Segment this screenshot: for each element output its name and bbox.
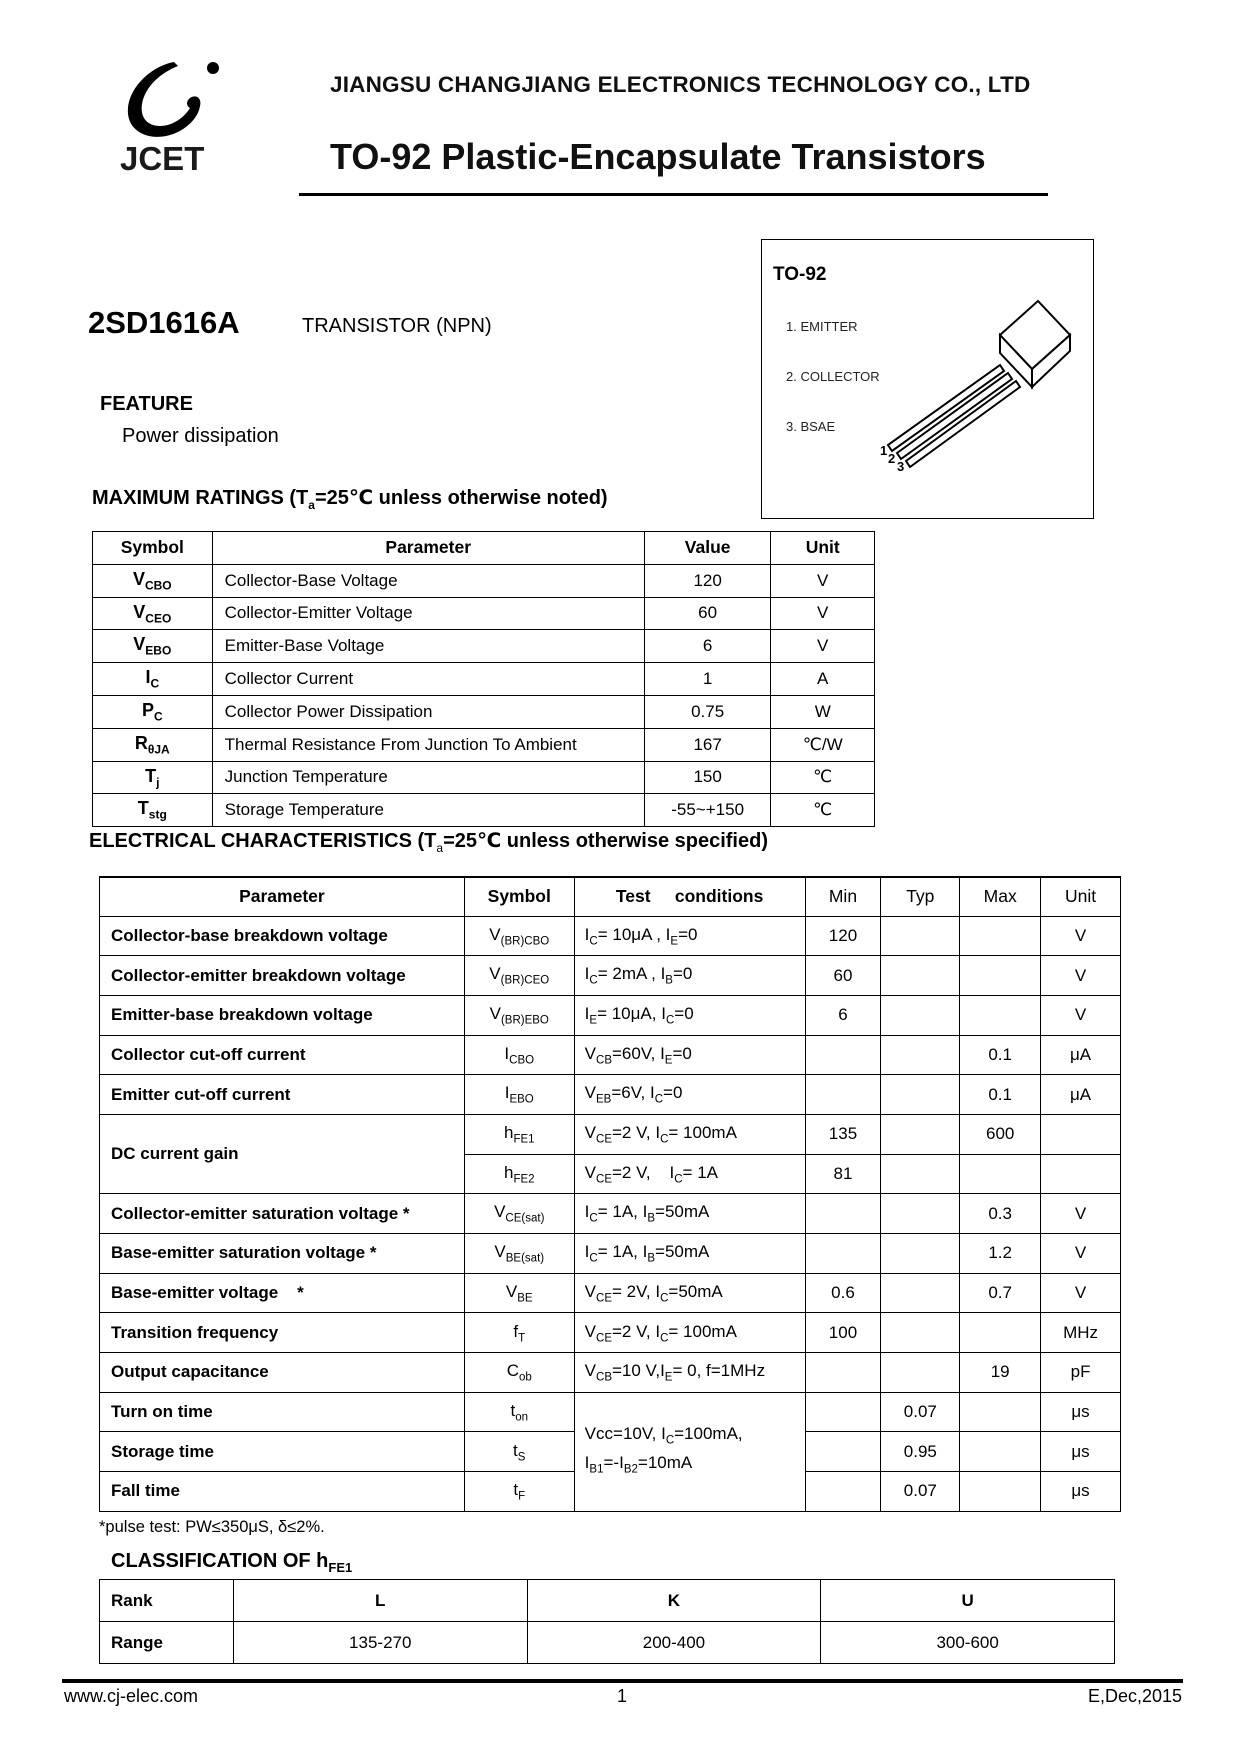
symbol-cell: $t_{on}$ <box>464 1392 574 1432</box>
table-row <box>100 1313 1121 1353</box>
test-condition-cell: $I_C= 2mA$ , $I_B=0$ <box>574 956 805 996</box>
unit-cell: ℃ <box>771 794 875 827</box>
col-parameter: Parameter <box>212 532 644 565</box>
min-cell: 135 <box>805 1114 881 1154</box>
parameter-cell: Storage Temperature <box>212 794 644 827</box>
value-cell: 167 <box>644 728 771 761</box>
max-cell: 1.2 <box>960 1234 1041 1274</box>
col-value: Value <box>644 532 771 565</box>
jcet-logo-icon <box>112 56 224 144</box>
pin-number-3: 3 <box>897 459 905 474</box>
min-cell: 100 <box>805 1313 881 1353</box>
unit-cell: V <box>1041 1234 1121 1274</box>
unit-cell: μA <box>1041 1035 1121 1075</box>
col-symbol: Symbol <box>93 532 213 565</box>
symbol-cell: $V_{CE(sat)}$ <box>464 1194 574 1234</box>
col-typ: Typ <box>881 877 960 916</box>
unit-cell: μs <box>1041 1432 1121 1472</box>
typ-cell: 0.07 <box>881 1392 960 1432</box>
table-row <box>93 564 875 597</box>
test-condition-cell: $I_C= 10\mu A$ , $I_E=0$ <box>574 916 805 956</box>
table-row <box>93 695 875 728</box>
min-cell <box>805 1432 881 1472</box>
unit-cell: V <box>1041 1273 1121 1313</box>
max-ratings-heading: MAXIMUM RATINGS ($T_a=25℃$ unless otherwise noted) <box>92 487 608 512</box>
symbol-cell: $V_{BE(sat)}$ <box>464 1234 574 1274</box>
parameter-cell: Collector Current <box>212 663 644 696</box>
symbol-cell: $I_C$ <box>93 663 213 696</box>
package-name: TO-92 <box>773 264 827 285</box>
classification-table <box>99 1579 1115 1664</box>
pin-number-2: 2 <box>888 451 896 466</box>
test-condition-cell: $V_{CE}=2$ V, $I_C= 1A$ <box>574 1154 805 1194</box>
symbol-cell: $I_{CBO}$ <box>464 1035 574 1075</box>
unit-cell: μs <box>1041 1392 1121 1432</box>
typ-cell <box>881 1234 960 1274</box>
rank-row <box>100 1580 1115 1622</box>
test-condition-cell: $V_{CE}=2$ V, $I_C= 100mA$ <box>574 1114 805 1154</box>
parameter-cell: Base-emitter voltage * <box>100 1273 465 1313</box>
symbol-cell: $V_{CEO}$ <box>93 597 213 630</box>
max-cell: 19 <box>960 1353 1041 1393</box>
test-condition-cell: $V_{CE}=2$ V, $I_C= 100mA$ <box>574 1313 805 1353</box>
max-cell <box>960 995 1041 1035</box>
footer-divider <box>62 1679 1183 1683</box>
max-cell <box>960 916 1041 956</box>
part-number: 2SD1616A <box>88 305 240 340</box>
typ-cell <box>881 956 960 996</box>
pin-3-label: 3. BSAE <box>786 419 836 434</box>
min-cell <box>805 1234 881 1274</box>
symbol-cell: $V_{BE}$ <box>464 1273 574 1313</box>
min-cell: 60 <box>805 956 881 996</box>
parameter-cell: Storage time <box>100 1432 465 1472</box>
company-name: JIANGSU CHANGJIANG ELECTRONICS TECHNOLOGY CO., LTD <box>330 72 1031 97</box>
parameter-cell: Fall time <box>100 1472 465 1512</box>
value-cell: 0.75 <box>644 695 771 728</box>
parameter-cell: Collector Power Dissipation <box>212 695 644 728</box>
symbol-cell: $t_S$ <box>464 1432 574 1472</box>
symbol-cell: $T_j$ <box>93 761 213 794</box>
table-row <box>100 1273 1121 1313</box>
parameter-cell: Output capacitance <box>100 1353 465 1393</box>
footer-page-number: 1 <box>617 1686 628 1706</box>
table-row <box>93 794 875 827</box>
range-k: 200-400 <box>527 1622 821 1664</box>
unit-cell: V <box>1041 995 1121 1035</box>
unit-cell: μs <box>1041 1472 1121 1512</box>
col-unit: Unit <box>1041 877 1121 916</box>
max-cell <box>960 1392 1041 1432</box>
test-condition-cell: $V_{CB}=10$ $V,I_E= 0$, f=1MHz <box>574 1353 805 1393</box>
typ-cell <box>881 1154 960 1194</box>
rank-l: L <box>233 1580 527 1622</box>
typ-cell <box>881 1313 960 1353</box>
max-cell: 0.3 <box>960 1194 1041 1234</box>
max-cell: 0.1 <box>960 1035 1041 1075</box>
table-row <box>93 597 875 630</box>
table-row <box>100 995 1121 1035</box>
table-row <box>93 728 875 761</box>
table-row <box>100 1194 1121 1234</box>
typ-cell <box>881 1273 960 1313</box>
symbol-cell: $V_{CBO}$ <box>93 564 213 597</box>
parameter-cell: Emitter-Base Voltage <box>212 630 644 663</box>
max-cell <box>960 1432 1041 1472</box>
parameter-cell: Collector-emitter breakdown voltage <box>100 956 465 996</box>
max-cell: 600 <box>960 1114 1041 1154</box>
parameter-cell: Collector cut-off current <box>100 1035 465 1075</box>
unit-cell <box>1041 1114 1121 1154</box>
parameter-cell: Collector-Base Voltage <box>212 564 644 597</box>
parameter-cell: Emitter cut-off current <box>100 1075 465 1115</box>
symbol-cell: $C_{ob}$ <box>464 1353 574 1393</box>
symbol-cell: $h_{FE1}$ <box>464 1114 574 1154</box>
value-cell: 60 <box>644 597 771 630</box>
footer-revision: E,Dec,2015 <box>1087 1686 1182 1706</box>
table-row <box>93 630 875 663</box>
parameter-cell: Collector-emitter saturation voltage * <box>100 1194 465 1234</box>
symbol-cell: $V_{EBO}$ <box>93 630 213 663</box>
max-cell <box>960 1154 1041 1194</box>
parameter-cell: Base-emitter saturation voltage * <box>100 1234 465 1274</box>
symbol-cell: $V_{(BR)CBO}$ <box>464 916 574 956</box>
table-header-row <box>100 877 1121 916</box>
min-cell <box>805 1353 881 1393</box>
table-row <box>100 1035 1121 1075</box>
test-condition-cell: $I_C= 1A$, $I_B=50mA$ <box>574 1234 805 1274</box>
table-row <box>100 1392 1121 1432</box>
parameter-cell: Collector-base breakdown voltage <box>100 916 465 956</box>
table-header-row <box>93 532 875 565</box>
unit-cell: ℃ <box>771 761 875 794</box>
unit-cell: V <box>771 564 875 597</box>
table-row <box>100 1075 1121 1115</box>
feature-text: Power dissipation <box>122 425 279 447</box>
table-row <box>93 663 875 696</box>
typ-cell <box>881 995 960 1035</box>
symbol-cell: $t_F$ <box>464 1472 574 1512</box>
col-max: Max <box>960 877 1041 916</box>
value-cell: 150 <box>644 761 771 794</box>
unit-cell: μA <box>1041 1075 1121 1115</box>
symbol-cell: $h_{FE2}$ <box>464 1154 574 1194</box>
test-condition-cell: $V_{CB}=60V$, $I_E=0$ <box>574 1035 805 1075</box>
symbol-cell: $T_{stg}$ <box>93 794 213 827</box>
pin-2-label: 2. COLLECTOR <box>786 369 880 384</box>
typ-cell <box>881 1194 960 1234</box>
typ-cell <box>881 1114 960 1154</box>
rank-k: K <box>527 1580 821 1622</box>
to92-transistor-icon <box>880 295 1080 475</box>
logo-text: JCET <box>120 140 205 177</box>
range-row <box>100 1622 1115 1664</box>
document-title: TO-92 Plastic-Encapsulate Transistors <box>330 136 986 177</box>
parameter-cell: Emitter-base breakdown voltage <box>100 995 465 1035</box>
electrical-characteristics-heading: ELECTRICAL CHARACTERISTICS ($T_a=25℃$ unless otherwise specified) <box>89 830 768 855</box>
col-unit: Unit <box>771 532 875 565</box>
test-condition-cell: $V_{EB}=6V$, $I_C=0$ <box>574 1075 805 1115</box>
max-cell <box>960 1472 1041 1512</box>
unit-cell: V <box>1041 1194 1121 1234</box>
symbol-cell: $I_{EBO}$ <box>464 1075 574 1115</box>
pin-1-label: 1. EMITTER <box>786 319 858 334</box>
table-row <box>100 1353 1121 1393</box>
classification-heading: CLASSIFICATION OF $h_{FE1}$ <box>111 1550 353 1575</box>
unit-cell: A <box>771 663 875 696</box>
range-l: 135-270 <box>233 1622 527 1664</box>
max-cell <box>960 956 1041 996</box>
symbol-cell: $f_T$ <box>464 1313 574 1353</box>
min-cell <box>805 1035 881 1075</box>
unit-cell: MHz <box>1041 1313 1121 1353</box>
symbol-cell: $R_{\theta JA}$ <box>93 728 213 761</box>
electrical-characteristics-table <box>99 876 1121 1512</box>
min-cell: 6 <box>805 995 881 1035</box>
pulse-test-note: *pulse test: PW≤350μS, δ≤2%. <box>99 1518 325 1536</box>
unit-cell: W <box>771 695 875 728</box>
min-cell: 120 <box>805 916 881 956</box>
test-condition-cell: $V_{CE}= 2V$, $I_C=50mA$ <box>574 1273 805 1313</box>
typ-cell <box>881 1075 960 1115</box>
typ-cell <box>881 916 960 956</box>
value-cell: 120 <box>644 564 771 597</box>
unit-cell <box>1041 1154 1121 1194</box>
unit-cell: pF <box>1041 1353 1121 1393</box>
min-cell <box>805 1075 881 1115</box>
col-parameter: Parameter <box>100 877 465 916</box>
max-cell <box>960 1313 1041 1353</box>
parameter-cell: Turn on time <box>100 1392 465 1432</box>
col-symbol: Symbol <box>464 877 574 916</box>
col-test-conditions: Test conditions <box>574 877 805 916</box>
typ-cell: 0.95 <box>881 1432 960 1472</box>
feature-heading: FEATURE <box>100 393 193 415</box>
table-row <box>93 761 875 794</box>
max-cell: 0.1 <box>960 1075 1041 1115</box>
value-cell: 1 <box>644 663 771 696</box>
unit-cell: ℃/W <box>771 728 875 761</box>
table-row <box>100 1114 1121 1154</box>
typ-cell <box>881 1035 960 1075</box>
unit-cell: V <box>771 597 875 630</box>
min-cell <box>805 1472 881 1512</box>
symbol-cell: $V_{(BR)EBO}$ <box>464 995 574 1035</box>
max-cell: 0.7 <box>960 1273 1041 1313</box>
rank-label: Rank <box>100 1580 234 1622</box>
col-min: Min <box>805 877 881 916</box>
parameter-cell: Junction Temperature <box>212 761 644 794</box>
symbol-cell: $P_C$ <box>93 695 213 728</box>
test-condition-cell: Vcc=10V, $I_C=100mA$, $I_{B1}=-I_{B2}=10mA$ <box>574 1392 805 1511</box>
parameter-cell: DC current gain <box>100 1114 465 1193</box>
min-cell <box>805 1392 881 1432</box>
range-label: Range <box>100 1622 234 1664</box>
part-type: TRANSISTOR (NPN) <box>302 315 492 337</box>
symbol-cell: $V_{(BR)CEO}$ <box>464 956 574 996</box>
min-cell: 0.6 <box>805 1273 881 1313</box>
pin-number-1: 1 <box>880 443 888 458</box>
min-cell: 81 <box>805 1154 881 1194</box>
typ-cell <box>881 1353 960 1393</box>
unit-cell: V <box>1041 956 1121 996</box>
test-condition-cell: $I_E= 10\mu A$, $I_C=0$ <box>574 995 805 1035</box>
range-u: 300-600 <box>821 1622 1115 1664</box>
test-condition-cell: $I_C= 1A$, $I_B=50mA$ <box>574 1194 805 1234</box>
rank-u: U <box>821 1580 1115 1622</box>
parameter-cell: Transition frequency <box>100 1313 465 1353</box>
value-cell: 6 <box>644 630 771 663</box>
table-row <box>100 956 1121 996</box>
parameter-cell: Collector-Emitter Voltage <box>212 597 644 630</box>
value-cell: -55~+150 <box>644 794 771 827</box>
table-row <box>100 916 1121 956</box>
min-cell <box>805 1194 881 1234</box>
table-row <box>100 1234 1121 1274</box>
unit-cell: V <box>771 630 875 663</box>
footer-website-link[interactable]: www.cj-elec.com <box>64 1686 199 1706</box>
typ-cell: 0.07 <box>881 1472 960 1512</box>
parameter-cell: Thermal Resistance From Junction To Ambient <box>212 728 644 761</box>
title-divider <box>299 193 1048 196</box>
unit-cell: V <box>1041 916 1121 956</box>
max-ratings-table <box>92 531 875 827</box>
